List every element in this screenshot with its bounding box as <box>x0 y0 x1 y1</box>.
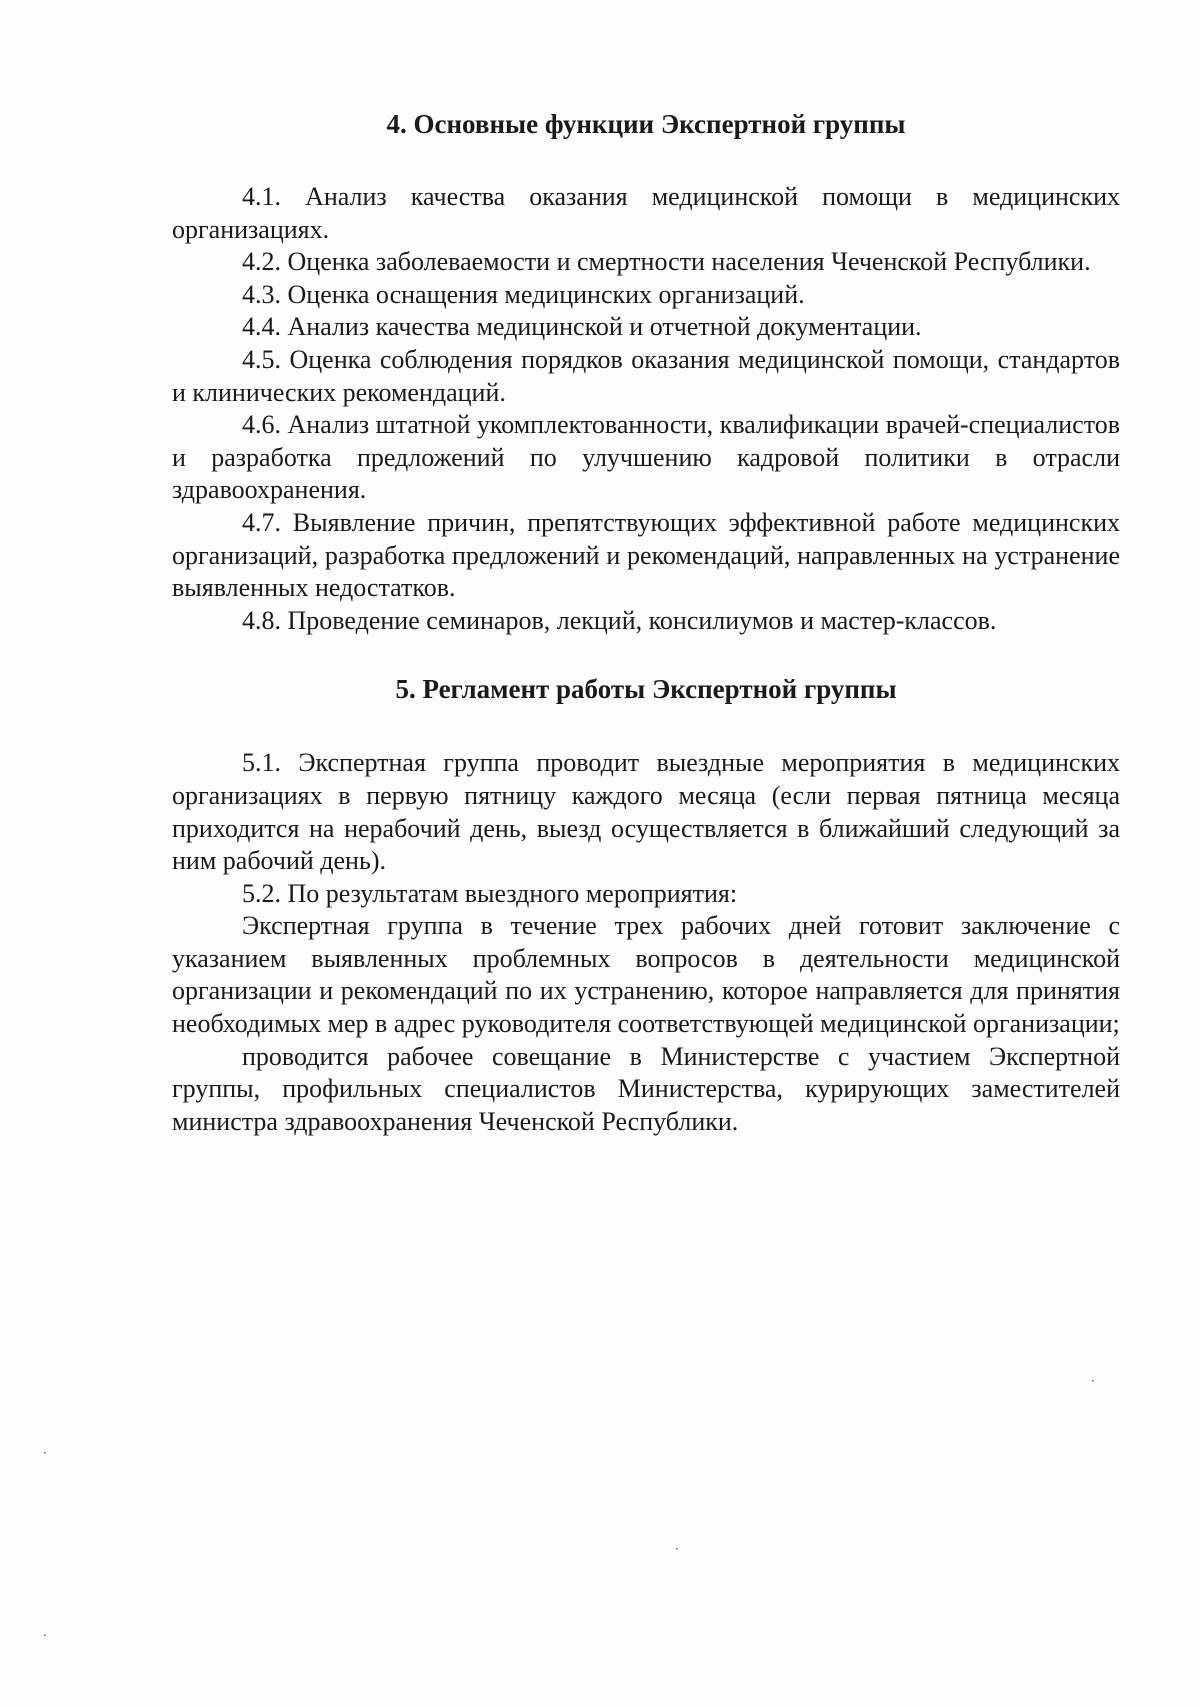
section-5-title: 5. Регламент работы Экспертной группы <box>395 674 897 705</box>
clause-4-7: 4.7. Выявление причин, препятствующих эффективной работе медицинских организаций, разработка предложений и рекомендаций, направленных на устранение выявленных недостатков. <box>172 507 1120 603</box>
scan-speck <box>44 1452 46 1454</box>
clause-4-1: 4.1. Анализ качества оказания медицинской помощи в медицинских организациях. <box>172 182 1120 244</box>
clause-4-8: 4.8. Проведение семинаров, лекций, консилиумов и мастер-классов. <box>242 605 997 635</box>
clause-4-2: 4.2. Оценка заболеваемости и смертности населения Чеченской Республики. <box>242 247 1091 277</box>
clause-4-6: 4.6. Анализ штатной укомплектованности, квалификации врачей-специалистов и разработка предложений по улучшению кадровой политики в отрасли здравоохранения. <box>172 410 1120 505</box>
scan-speck <box>44 1634 46 1636</box>
clause-5-2-conclusion: Экспертная группа в течение трех рабочих дней готовит заключение с указанием выявленных проблемных вопросов в деятельности медицинской организации и рекомендаций по их устранению, которое направляется для принятия необходимых мер в адрес руководителя соответствующей медицинской организации; <box>172 911 1120 1039</box>
scan-speck <box>1092 1380 1094 1382</box>
document-body <box>172 108 1120 1138</box>
clause-4-5: 4.5. Оценка соблюдения порядков оказания медицинской помощи, стандартов и клинических рекомендаций. <box>172 344 1120 407</box>
clause-5-2-meeting: проводится рабочее совещание в Министерстве с участием Экспертной группы, профильных специалистов Министерства, курирующих заместителей министра здравоохранения Чеченской Республики. <box>172 1041 1120 1136</box>
clause-5-1: 5.1. Экспертная группа проводит выездные мероприятия в медицинских организациях в первую пятницу каждого месяца (если первая пятница месяца приходится на нерабочий день, выезд осуществляется в ближайший следующий за ним рабочий день). <box>172 748 1120 876</box>
clause-4-4: 4.4. Анализ качества медицинской и отчетной документации. <box>242 312 922 342</box>
clause-5-2: 5.2. По результатам выездного мероприятия: <box>242 878 738 908</box>
scan-speck <box>676 1548 678 1550</box>
section-4-title: 4. Основные функции Экспертной группы <box>386 109 906 139</box>
clause-4-3: 4.3. Оценка оснащения медицинских организаций. <box>242 279 805 309</box>
